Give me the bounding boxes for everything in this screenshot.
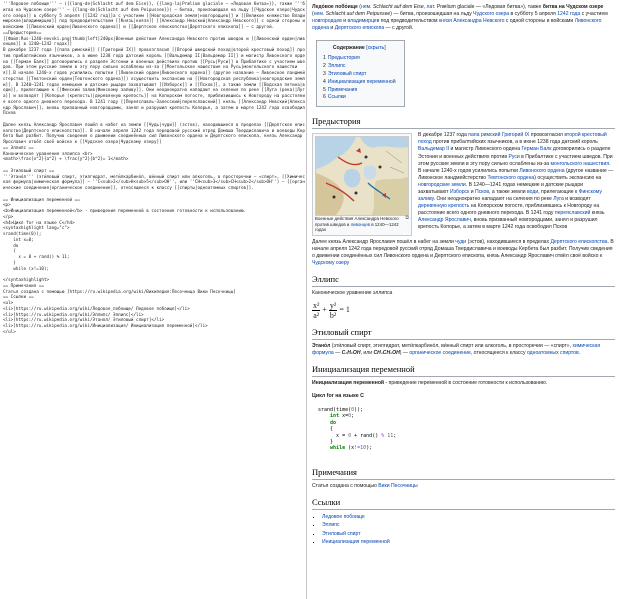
toc-item-number: 5 [323,86,326,93]
link-prince[interactable]: князя [438,18,452,25]
map-thumbnail[interactable] [312,133,412,236]
equals-one: = 1 [339,305,350,315]
link-lake[interactable]: Чудского озера [473,11,510,18]
link-formula[interactable]: химическая формула [312,342,601,356]
link-gregory[interactable]: Григорий IX [501,132,530,139]
preview-pane [308,0,619,599]
toc-item-link[interactable]: Инициализация переменной [327,78,396,85]
link-vod[interactable]: води [527,189,539,195]
link-vladimir[interactable]: владимирцев [347,18,380,25]
magnify-icon[interactable]: ⧉ [405,215,409,222]
section-heading-history: Предыстория [312,116,615,129]
section-heading-ellipse: Эллипс [312,274,615,287]
link-order[interactable]: Ливонского ордена [312,18,602,32]
link-luga[interactable]: Луга [553,196,564,203]
toc-item-number: 6 [323,94,326,101]
toc-item[interactable] [323,94,396,102]
history-paragraph-2: Далее князь Александр Ярославич пошёл в набег на земли чуди (эстов), находившиеся в пределах Дерптского епископства. В начале апреля 1242 года передовой русский отряд Домаша Твердиславича и воеводы Кербета был разбит. Получив сведения о движении соединённых сил Ливонского ордена и Дерптского епископа, князь Александр Ярославич отвёл своё войско к Чудскому озеру [312,239,614,267]
link-finnish-gulf[interactable]: Финскому заливу [418,189,602,203]
toc-item-link[interactable]: Этиловый спирт [327,71,367,78]
notes-paragraph: Статья создана с помощью Вики Песочницы [312,482,418,489]
section-heading-notes: Примечания [312,467,615,480]
external-link[interactable]: Эллипс [322,522,340,529]
link-sandbox[interactable]: Вики Песочницы [378,482,418,489]
link-novgorod[interactable]: новгородцев [312,18,342,25]
thumb-caption: Военные действия Александра Невского против шведов и ливонцев в 1240—1242 годах [315,216,399,233]
toc-item-link[interactable]: Примечания [327,86,358,93]
history-paragraph-1: В декабре 1237 года папа римский Григорий IX провозгласил второй крестовый поход против прибалтийских язычников, а в июне 1238 года датский король Вальдемар II и магистр Ливонского ордена Герман Балк договорились о разделе Эстонии и военных действиях против Руси в Прибалтике с участием шведов. При этом русские земли в эту пору сильно ослаблены из-за монгольского нашествия. В начале 1240-х годов усилились попытки Ливонского ордена (другое название — Ливонское ландмейстерство Тевтонского ордена) осуществить экспансию на новгородские земли. В 1240—1241 годах немецкие и датские рыцари захватывают Изборск и Псков, а также земли води, прилегающие к Финскому заливу. Они неоднократно нападают на селения по реке Луга и возводят деревянную крепость на Копорском погосте, приблизившись к Новгороду на расстояние всего одного дневного перехода. В 1241 году переяславский князь Александр Ярославич, вновь призванный новгородцами, занял и разрушил крепость Копорье, а затем в марте 1242 года освободил Псков [418,132,614,231]
table-of-contents [316,40,405,107]
plus-sign: + [322,305,327,315]
link-rus[interactable]: Руси [508,153,520,160]
toc-item-link[interactable]: Эллипс [327,63,346,70]
wikitext-source[interactable]: '''Ледовое побоище''' — ({{lang-de|Schlacht auf dem Eise}}, {{lang-la|Prælium glaciale — «Ледовая битва»}}, также '''битва на Чудском озере''' — {{lang-de|Schlacht auf dem Peipussee}}) — битва, произошедшая на льду [[Чудское озеро|Чудского озера]] в субботу 5 апреля [[1242 год]]а с участием [[Новгородская земля|новгородцев]] и [[Великое княжество Владимирское|владимирцев]] под предводительством [[Князь|князя]] [[Александр Невский|Александр Невского]] с одной стороны и войсками [[Ливонский орден|Ливонского ордена]] и [[Дерптское епископство|Дерптского епископа]] — с другой. ==Предыстория== [[Файл:Rus-1240-nevski.png|thumb|left|240px|Военные действия Александра Невского против шведов и [[Ливонский орден|ливонцев]] в 1240—1242 годах]] В декабре 1237 года [[папа римский]] [[Григорий IX]] провозгласил [[Второй шведский поход|второй крестовый поход]] против прибалтийских язычников, а в июне 1238 года датский король [[Вальдемар II|Вальдемар II]] и магистр Ливонского ордена [[Герман Балк]] договорились о разделе Эстонии и военных действиях против [[Русь|Руси]] в Прибалтике с участием шведов. При этом русские земли в эту пору сильно ослаблены из-за [[Монгольское нашествие на Русь|монгольского нашествия]].В начале 1240-х годов усилились попытки [[Ливонский орден|Ливонского ордена]] (другое название — Ливонское ландмейстерство [[Тевтонский орден|Тевтонского ордена]]) осуществить экспансию на [[Новгородская республика|новгородские земли]]. В 1240—1241 годах немецкие и датские рыцари захватывают [[Изборск]] и [[Псков]], а также земли [[Водская пятина|води]], прилегающие к [[Финский залив|Финскому заливу]]. Они неоднократно нападают на селения по реке [[Луга (река)|Луга]] и возводят [[Копорье (крепость)|деревянную крепость]] на Копорском погосте, приблизившись к Новгороду на расстояние всего одного дневного перехода. В 1241 году [[Переяславль-Залесский|переяславский]] князь [[Александр Невский|Александр Ярославич]], вновь призванный новгородцами, занял и разрушил крепость Копорье, а затем в марте 1242 года освободил Псков Далее князь Александр Ярославич пошёл в набег на земли [[Чудь|чуди]] (эстов), находившиеся в пределах [[Дерптское епископство|Дерптского епископства]]. В начале апреля 1242 года передовой русский отряд Домаша Твердиславича и воеводы Кербета был разбит. Получив сведения о движении соединённых сил Ливонского ордена и Дерптского епископа, князь Александр Ярославич отвёл своё войско к [[Чудское озеро|Чудскому озеру]] == Эллипс == Каноническое уравнение эллипса <br> <math>\frac{x^2}{a^2} + \frac{y^2}{b^2}= 1</math> == Этиловый спирт == '''Этано́л''' (эти́ловый спирт, этилгидрат, мети́лкарбино́л, ви́нный спирт или алкоголь, в просторечии — «спирт», [[Химическая формула|химическая формула]] — ''C<sub>2</sub>H<sub>5</sub>OH'', или ''CH<sub>3</sub>CH<sub>2</sub>OH'') — [[органические соединения|органическое соединение]], относящееся к классу [[спирты|одноатомных спиртов]]. == Инициализация переменной == <p> <b>Инициализация переменной</b> - приведение переменной в состоение готовности к использованию. </p> <h4>Цикл for на языке C</h4> <syntaxhighlight lang="c"> srand(time(0)); int x=0; do { x = 0 + rand() % 11; } while (x!=10); </syntaxhighlight> == Примечания == Статья создана с помощью [https://ru.wikipedia.org/wiki/Википедия:Песочница Вики Песочницы] == Ссылки == <ul> <li>[https://ru.wikipedia.org/wiki/Ледовое_побоище/ Ледовое побоище]</li> <li>[https://ru.wikipedia.org/wiki/Эллипс/ Эллипс]</li> <li>[https://ru.wikipedia.org/wiki/Этанол/ Этиловый спирт]</li> <li>[https://ru.wikipedia.org/wiki/Инициализация/ Инициализация переменной]</li> </ul> [3,2,305,335]
link-nem[interactable]: нем. [361,4,372,10]
link-teutonic[interactable]: Тевтонского ордена [487,174,535,181]
link-valdemar[interactable]: Вальдемар II [418,146,450,153]
link-crusade[interactable]: второй крестовый поход [418,132,607,146]
link-pereyaslavl[interactable]: переяславский [554,210,591,217]
link-alexander-yaroslavich[interactable]: Александр Ярославич [418,217,471,224]
link-list-item[interactable] [322,521,615,529]
external-link[interactable]: Инициализация переменной [322,539,390,546]
section-heading-ethanol: Этиловый спирт [312,327,615,340]
link-nem-2[interactable]: нем. [313,11,325,18]
link-list-item[interactable] [322,538,615,546]
code-block: srand(time(0)); int x=0; do { x = 0 + rand() % 11; } while (x!=10); [312,404,615,455]
link-izborsk[interactable]: Изборск [450,189,470,195]
fraction-x: $\frac{\text{x²}}{\text{a²}}$ [313,300,320,320]
link-alexander[interactable]: Александра Невского [453,18,505,25]
toc-list [323,55,396,102]
toc-item-number: 4 [323,78,326,85]
link-novgorod-lands[interactable]: новгородские земли [418,181,466,188]
toc-item-number: 3 [323,71,326,78]
toc-item[interactable] [323,79,396,87]
ellipse-formula [312,301,615,320]
link-organic[interactable]: органическое соединение [409,349,471,356]
init-subheading: Цикл for на языке C [312,392,364,399]
toc-hide-link[interactable]: [скрыть] [366,45,386,52]
external-link[interactable]: Этиловый спирт [322,530,361,537]
link-peipus-lake[interactable]: Чудскому озеру [312,260,350,267]
section-heading-links: Ссылки [312,497,615,510]
intro-paragraph: Ледо́вое побо́ище (нем. Schlacht auf dem Eise, лат. Prælium glaciale — «Ледовая битва»), также битва на Чудском озере (нем. Schlacht auf dem Peipussee) — битва, произошедшая на льду Чудского озера в субботу 5 апреля 1242 года с участием новгородцев и владимирцев под предводительством князя Александра Невского с одной стороны и войсками Ливонского ордена и Дерптского епископа — с другой. [312,4,608,32]
map-image[interactable] [315,136,409,216]
toc-item-link[interactable]: Предыстория [327,55,360,62]
toc-item-link[interactable]: Ссылки [327,94,346,101]
toc-title: Содержание [скрыть] [332,45,386,52]
link-bishop[interactable]: Дерптского епископа [334,25,385,32]
fraction-y: $\frac{\text{y²}}{\text{b²}}$ [329,300,337,320]
ellipse-text: Каноническое уравнение эллипса [312,290,393,297]
toc-item[interactable] [323,71,396,79]
article-title-term: Ледо́вое побо́ище [312,4,358,10]
link-chud[interactable]: чуди [455,239,467,246]
external-link[interactable]: Ледовое побоище [322,513,365,520]
link-year[interactable]: 1242 года [557,11,581,18]
links-list [312,513,615,547]
link-koporye[interactable]: деревянную крепость [418,203,470,210]
init-paragraph: Инициализация переменной - приведение переменной в состоение готовности к использованию. [312,379,548,386]
link-pskov[interactable]: Псков [475,189,490,195]
link-livonian-order[interactable]: Ливонского ордена [519,167,565,174]
link-mongol[interactable]: монгольского нашествия [550,160,610,167]
ethanol-paragraph: Этано́л (эти́ловый спирт, этилгидрат, мети́лкарбино́л, ви́нный спирт или алкоголь, в просторечии — «спирт», химическая формула — C₂H₅OH, или CH₃CH₂OH) — органическое соединение, относящееся к классу одноатомных спиртов. [312,342,601,356]
toc-item[interactable] [323,87,396,95]
link-list-item[interactable] [322,513,615,521]
link-alcohols[interactable]: одноатомных спиртов [526,349,579,356]
wikitext-editor[interactable] [0,0,307,599]
thumb-caption-link[interactable]: ливонцев [350,221,370,227]
toc-item[interactable] [323,63,396,71]
link-list-item[interactable] [322,530,615,538]
link-lat[interactable]: лат. [426,4,436,10]
link-derpt[interactable]: Дерптского епископства [550,239,608,246]
toc-item[interactable] [323,55,396,63]
toc-item-number: 1 [323,55,326,62]
link-balk[interactable]: Герман Балк [521,146,552,153]
toc-item-number: 2 [323,63,326,70]
link-pope[interactable]: папа римский [468,132,501,139]
section-heading-init: Инициализация переменной [312,364,615,377]
